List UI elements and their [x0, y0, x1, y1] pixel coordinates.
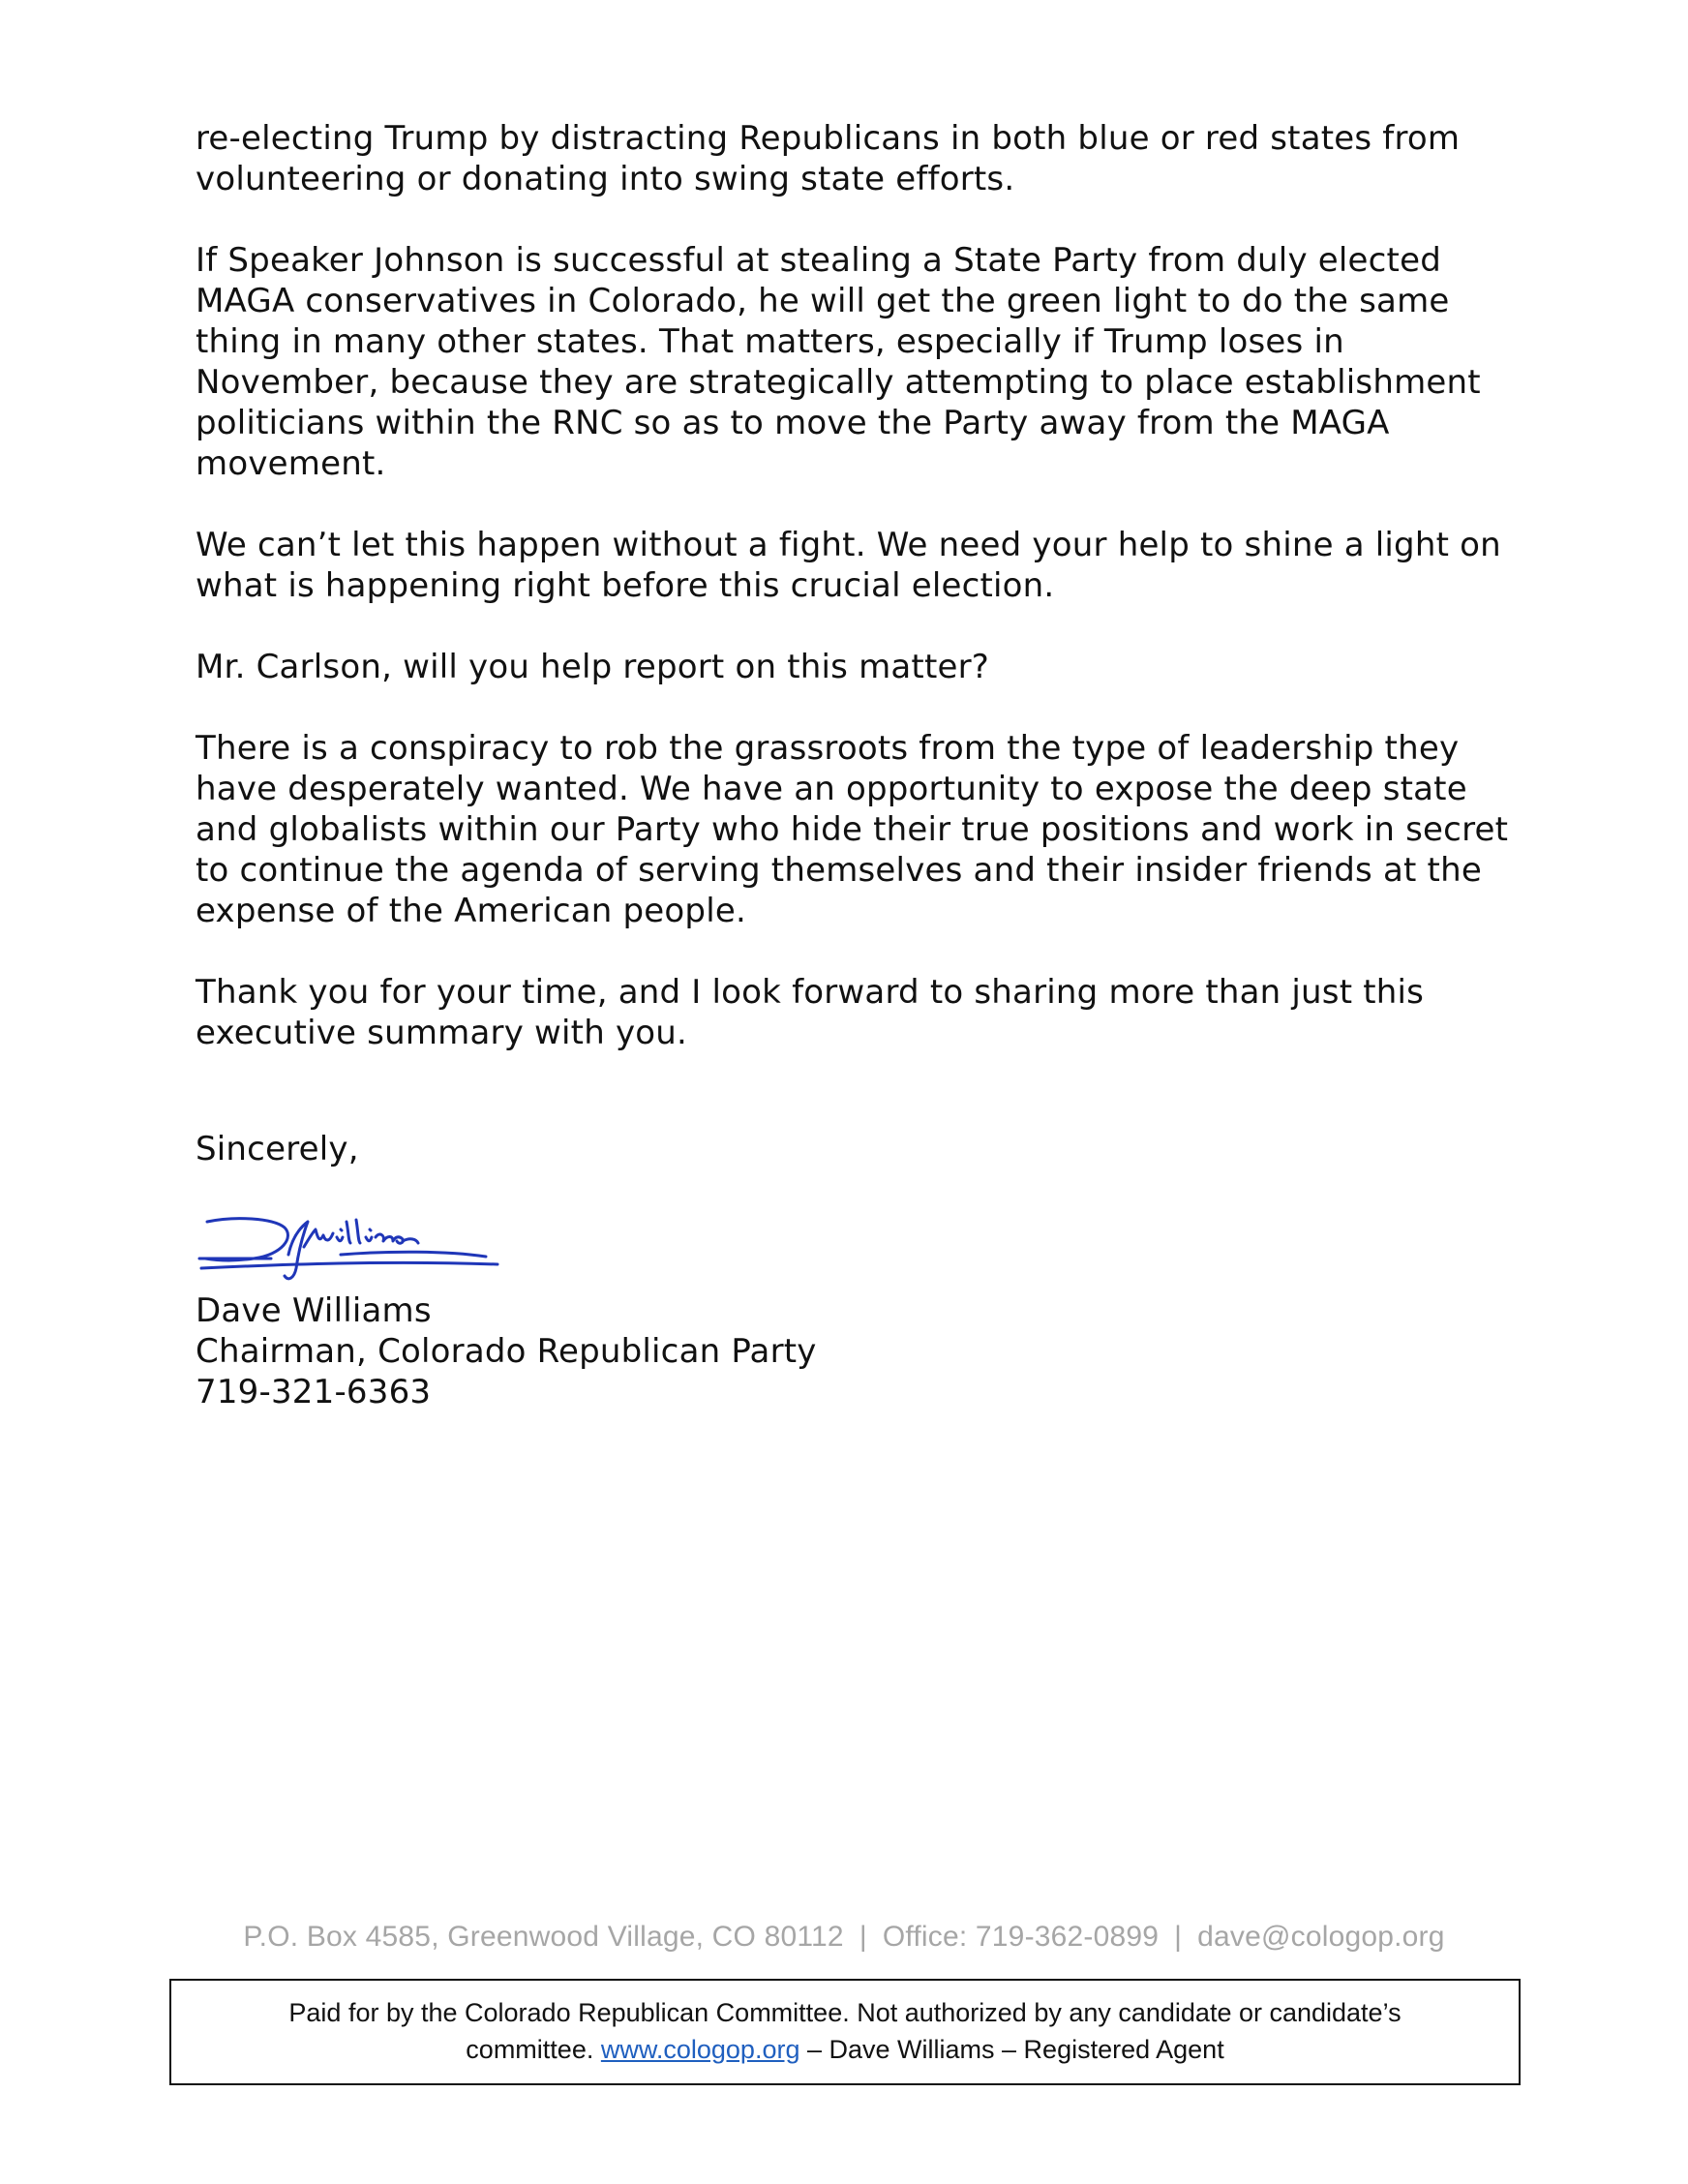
paid-for-disclaimer: [169, 1979, 1521, 2085]
closing-salutation: Sincerely,: [196, 1130, 359, 1168]
disclaimer-prefix: committee.: [466, 2035, 594, 2064]
footer-email[interactable]: dave@cologop.org: [1197, 1921, 1445, 1953]
handwritten-signature: [196, 1208, 505, 1295]
disclaimer-suffix: – Dave Williams – Registered Agent: [807, 2035, 1224, 2064]
signature-drawing: [196, 1208, 505, 1295]
paragraph-speaker-johnson: If Speaker Johnson is successful at stealing a State Party from duly elected MAGA conservatives in Colorado, he will get the green light to do the same thing in many other states. That matters, especially if Trump loses in November, because they are strategically attempting to place establishment politicians within the RNC so as to move the Party away from the MAGA movement.: [196, 241, 1481, 483]
letter-body: [196, 118, 1522, 1210]
paragraph-fight: We can’t let this happen without a fight. We need your help to shine a light on what is happening right before this crucial election.: [196, 526, 1501, 605]
signer-phone: 719-321-6363: [196, 1373, 432, 1411]
paragraph-question: Mr. Carlson, will you help report on this matter?: [196, 648, 990, 686]
signer-title: Chairman, Colorado Republican Party: [196, 1332, 817, 1371]
paragraph-thanks: Thank you for your time, and I look forward to sharing more than just this executive summary with you.: [196, 973, 1425, 1052]
paragraph-conspiracy: There is a conspiracy to rob the grassroots from the type of leadership they have desperately wanted. We have an opportunity to expose the deep state and globalists within our Party who hide their true positions and work in secret to continue the agenda of serving themselves and their insider friends at the expense of the American people.: [196, 729, 1509, 930]
footer-office-phone: Office: 719-362-0899: [882, 1921, 1160, 1953]
footer-separator: |: [1174, 1921, 1183, 1953]
footer-contact-line: [0, 1921, 1688, 1954]
signer-block: [196, 1290, 1163, 1412]
website-link[interactable]: www.cologop.org: [600, 2035, 800, 2064]
footer-address: P.O. Box 4585, Greenwood Village, CO 80112: [243, 1921, 844, 1953]
disclaimer-line-1: Paid for by the Colorado Republican Committee. Not authorized by any candidate or candidate’s: [288, 1998, 1402, 2027]
footer-separator: |: [859, 1921, 867, 1953]
signer-name: Dave Williams: [196, 1291, 432, 1330]
paragraph-continuation: re-electing Trump by distracting Republicans in both blue or red states from volunteering or donating into swing state efforts.: [196, 119, 1461, 198]
disclaimer-line-2: [171, 2031, 1519, 2068]
